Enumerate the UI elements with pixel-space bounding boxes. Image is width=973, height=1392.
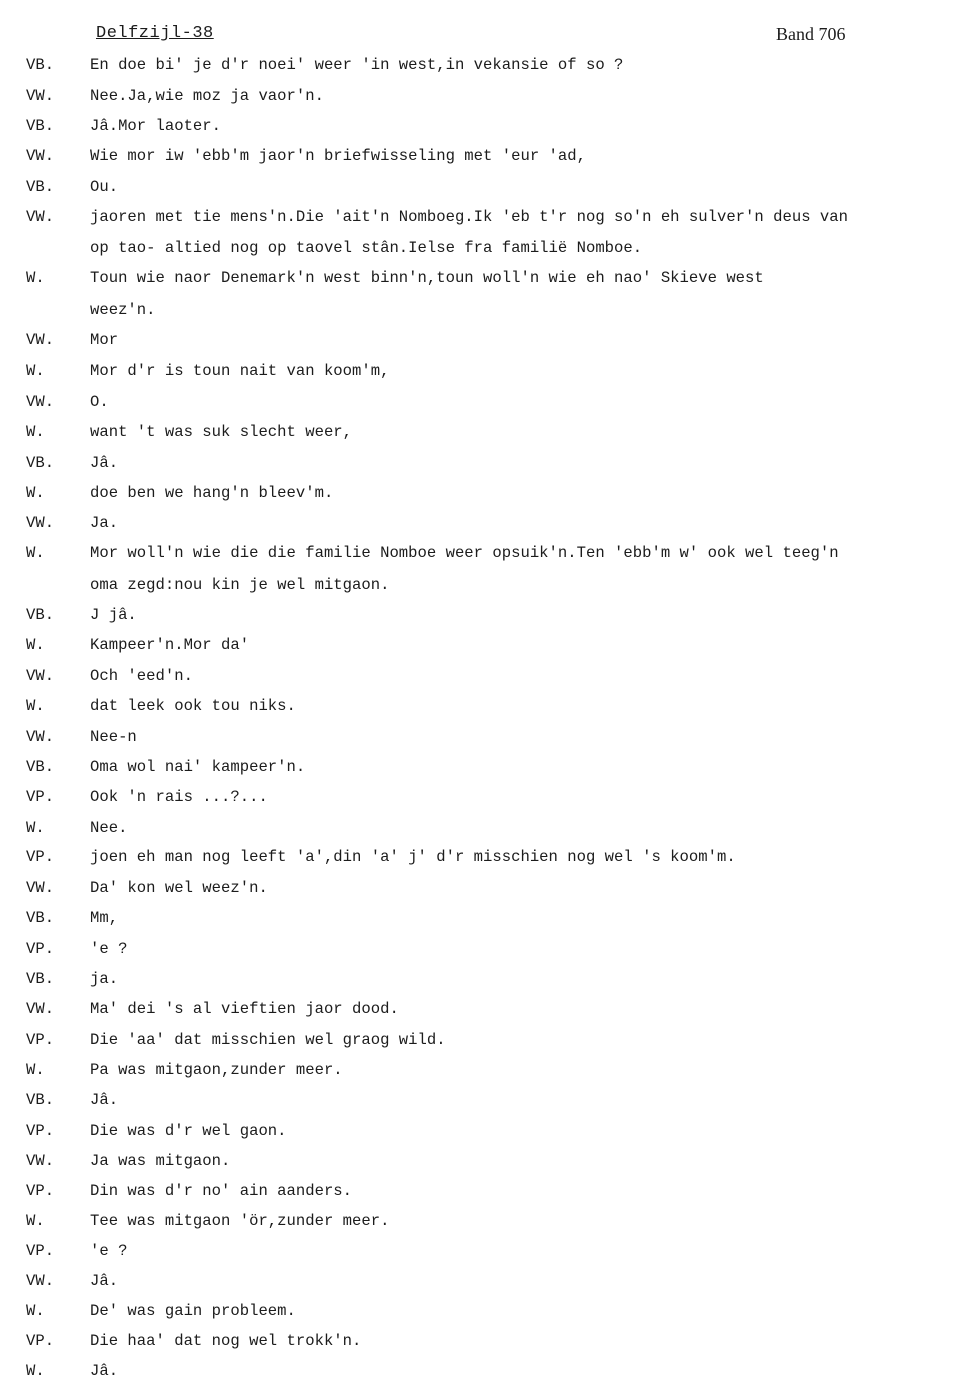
utterance-text: ja. <box>90 970 119 988</box>
utterance-text: Die 'aa' dat misschien wel graog wild. <box>90 1031 446 1049</box>
speaker-label: W. <box>26 484 45 502</box>
speaker-label: VW. <box>26 667 55 685</box>
speaker-label: VW. <box>26 728 55 746</box>
speaker-label: VP. <box>26 848 55 866</box>
speaker-label: VP. <box>26 788 55 806</box>
utterance-text: want 't was suk slecht weer, <box>90 423 353 441</box>
utterance-text: Mor d'r is toun nait van koom'm, <box>90 362 390 380</box>
speaker-label: VP. <box>26 1182 55 1200</box>
speaker-label: VW. <box>26 208 55 226</box>
utterance-text: En doe bi' je d'r noei' weer 'in west,in vekansie of so ? <box>90 56 624 74</box>
utterance-text: joen eh man nog leeft 'a',din 'a' j' d'r misschien nog wel 's koom'm. <box>90 848 736 866</box>
utterance-text: Nee-n <box>90 728 137 746</box>
speaker-label: VB. <box>26 117 55 135</box>
speaker-label: VW. <box>26 514 55 532</box>
utterance-text: Och 'eed'n. <box>90 667 193 685</box>
speaker-label: VW. <box>26 87 55 105</box>
utterance-text: Din was d'r no' ain aanders. <box>90 1182 353 1200</box>
speaker-label: VW. <box>26 1152 55 1170</box>
utterance-text: Da' kon wel weez'n. <box>90 879 268 897</box>
document-title: Delfzijl-38 <box>96 24 214 43</box>
utterance-text: Ook 'n rais ...?... <box>90 788 268 806</box>
utterance-text: Toun wie naor Denemark'n west binn'n,toun woll'n wie eh nao' Skieve west <box>90 269 764 287</box>
utterance-text: Mor <box>90 331 119 349</box>
speaker-label: W. <box>26 1061 45 1079</box>
utterance-text: Tee was mitgaon 'ör,zunder meer. <box>90 1212 390 1230</box>
utterance-text: Nee.Ja,wie moz ja vaor'n. <box>90 87 324 105</box>
speaker-label: VP. <box>26 1242 55 1260</box>
speaker-label: VW. <box>26 1272 55 1290</box>
utterance-text: Die haa' dat nog wel trokk'n. <box>90 1332 362 1350</box>
speaker-label: VP. <box>26 940 55 958</box>
utterance-text: Jâ. <box>90 1272 119 1290</box>
utterance-text: Jâ. <box>90 1091 119 1109</box>
utterance-text: doe ben we hang'n bleev'm. <box>90 484 334 502</box>
speaker-label: VB. <box>26 1091 55 1109</box>
utterance-text: Mm, <box>90 909 119 927</box>
speaker-label: VW. <box>26 393 55 411</box>
utterance-text: Jâ.Mor laoter. <box>90 117 222 135</box>
utterance-text: Ou. <box>90 178 119 196</box>
speaker-label: W. <box>26 1212 45 1230</box>
speaker-label: VB. <box>26 178 55 196</box>
speaker-label: VB. <box>26 909 55 927</box>
speaker-label: W. <box>26 1302 45 1320</box>
speaker-label: W. <box>26 362 45 380</box>
utterance-text: Ja was mitgaon. <box>90 1152 231 1170</box>
speaker-label: W. <box>26 819 45 837</box>
utterance-text: De' was gain probleem. <box>90 1302 296 1320</box>
utterance-text: Pa was mitgaon,zunder meer. <box>90 1061 343 1079</box>
speaker-label: VW. <box>26 879 55 897</box>
speaker-label: VP. <box>26 1332 55 1350</box>
speaker-label: W. <box>26 1362 45 1380</box>
utterance-text: Jâ. <box>90 454 119 472</box>
utterance-text: Oma wol nai' kampeer'n. <box>90 758 306 776</box>
speaker-label: VW. <box>26 147 55 165</box>
utterance-text: 'e ? <box>90 940 128 958</box>
utterance-text: O. <box>90 393 109 411</box>
speaker-label: VB. <box>26 606 55 624</box>
utterance-text: 'e ? <box>90 1242 128 1260</box>
utterance-text: oma zegd:nou kin je wel mitgaon. <box>90 576 390 594</box>
utterance-text: Die was d'r wel gaon. <box>90 1122 287 1140</box>
utterance-text: jaoren met tie mens'n.Die 'ait'n Nomboeg.Ik 'eb t'r nog so'n eh sulver'n deus van <box>90 208 848 226</box>
utterance-text: Jâ. <box>90 1362 119 1380</box>
utterance-text: op tao- altied nog op taovel stân.Ielse fra familië Nomboe. <box>90 239 643 257</box>
utterance-text: Wie mor iw 'ebb'm jaor'n briefwisseling met 'eur 'ad, <box>90 147 586 165</box>
speaker-label: VP. <box>26 1122 55 1140</box>
speaker-label: VB. <box>26 970 55 988</box>
speaker-label: W. <box>26 269 45 287</box>
speaker-label: W. <box>26 544 45 562</box>
utterance-text: J jâ. <box>90 606 137 624</box>
speaker-label: VB. <box>26 454 55 472</box>
band-label: Band 706 <box>776 24 846 44</box>
utterance-text: weez'n. <box>90 301 156 319</box>
utterance-text: Ja. <box>90 514 119 532</box>
utterance-text: Ma' dei 's al vieftien jaor dood. <box>90 1000 399 1018</box>
speaker-label: W. <box>26 423 45 441</box>
speaker-label: W. <box>26 636 45 654</box>
speaker-label: VW. <box>26 331 55 349</box>
utterance-text: Nee. <box>90 819 128 837</box>
speaker-label: VB. <box>26 758 55 776</box>
speaker-label: VP. <box>26 1031 55 1049</box>
speaker-label: VW. <box>26 1000 55 1018</box>
utterance-text: Kampeer'n.Mor da' <box>90 636 250 654</box>
speaker-label: W. <box>26 697 45 715</box>
utterance-text: dat leek ook tou niks. <box>90 697 296 715</box>
speaker-label: VB. <box>26 56 55 74</box>
utterance-text: Mor woll'n wie die die familie Nomboe weer opsuik'n.Ten 'ebb'm w' ook wel teeg'n <box>90 544 839 562</box>
